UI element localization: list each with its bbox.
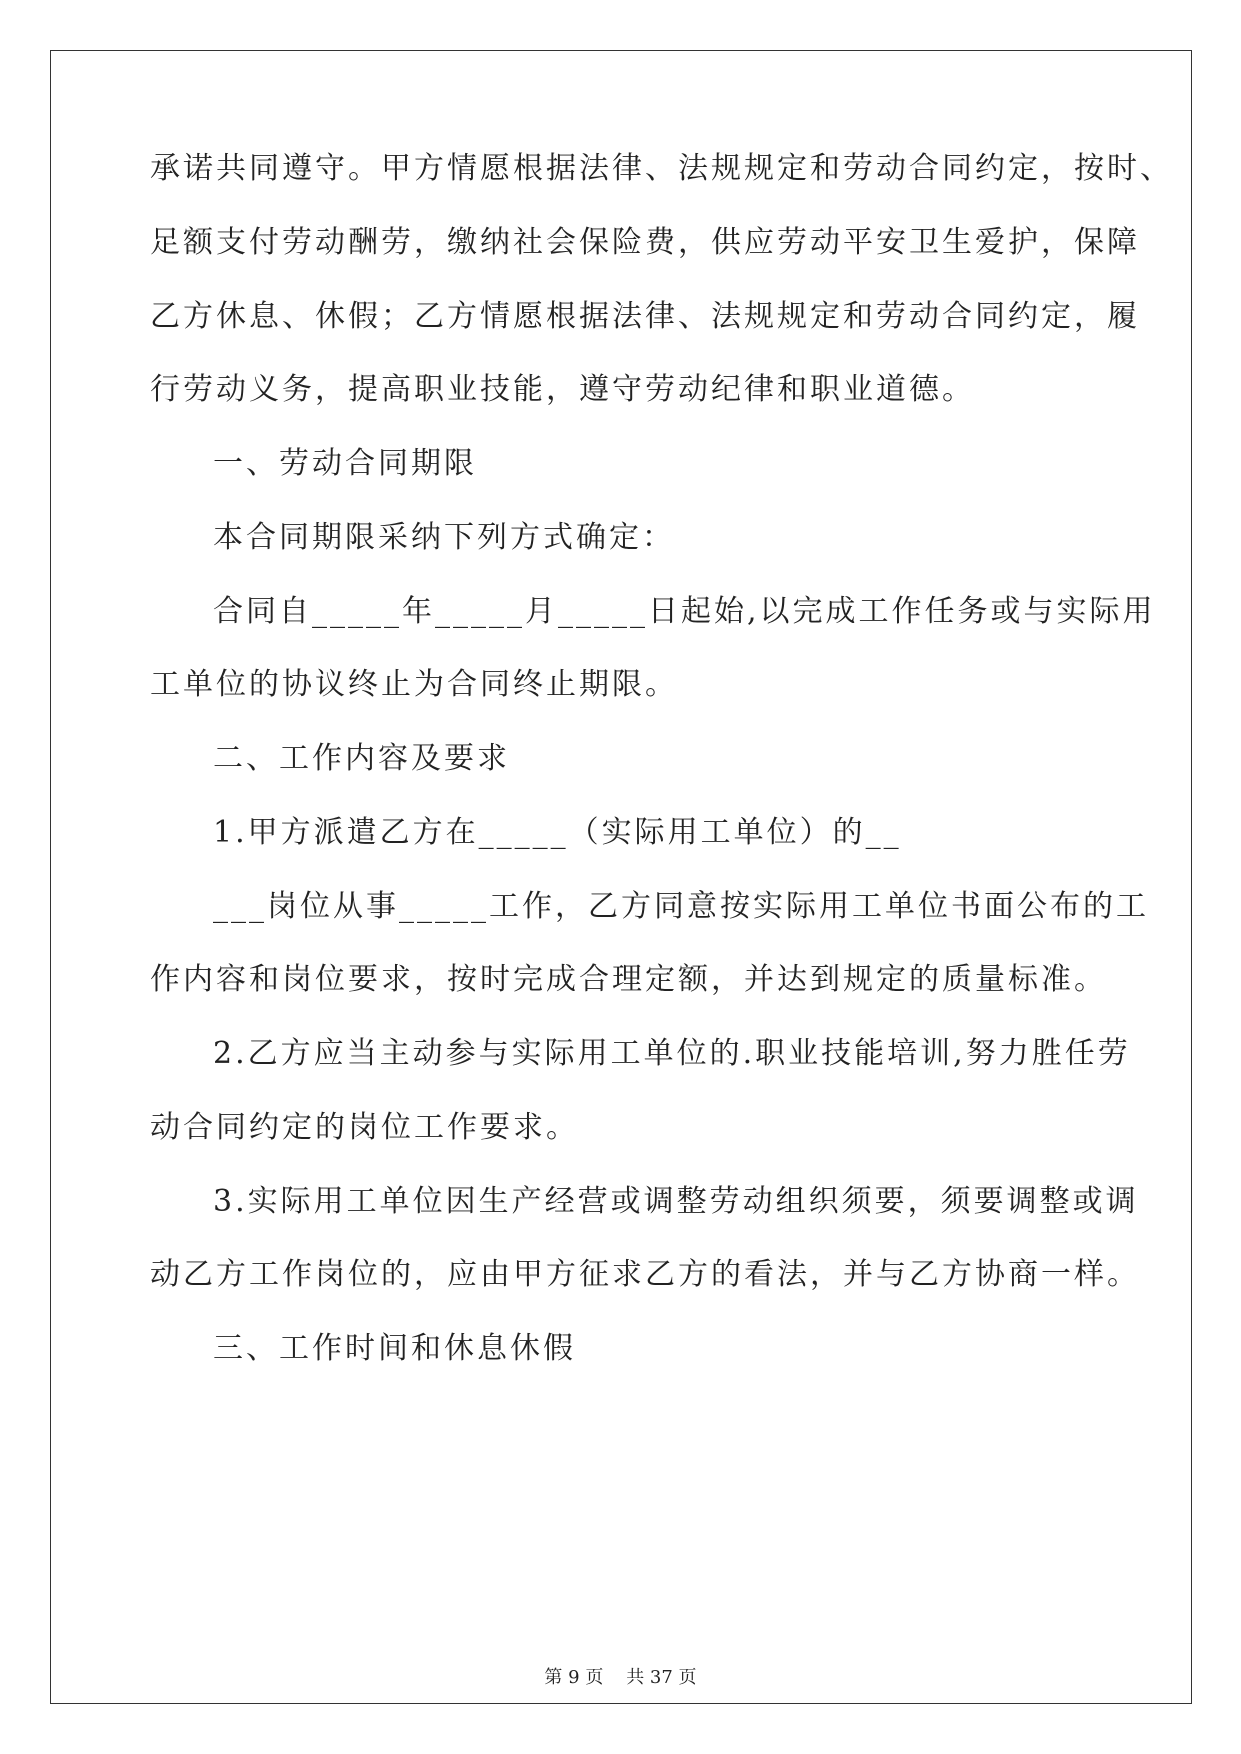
text-line: 2.乙方应当主动参与实际用工单位的.职业技能培训,努力胜任劳 — [213, 1036, 1131, 1071]
section-heading: 二、工作内容及要求 — [213, 741, 510, 776]
text-line: 1.甲方派遣乙方在_____（实际用工单位）的__ — [213, 815, 902, 850]
text-line: 合同自_____年_____月_____日起始,以完成工作任务或与实际用 — [213, 594, 1156, 629]
page-number-footer: 第 9 页 共 37 页 — [544, 1667, 697, 1688]
text-line: 乙方休息、休假；乙方情愿根据法律、法规规定和劳动合同约定，履 — [150, 299, 1140, 334]
text-line: 作内容和岗位要求，按时完成合理定额，并达到规定的质量标准。 — [150, 962, 1107, 997]
text-line: 动乙方工作岗位的，应由甲方征求乙方的看法，并与乙方协商一样。 — [150, 1257, 1140, 1292]
text-line: 本合同期限采纳下列方式确定： — [213, 520, 675, 555]
section-heading: 三、工作时间和休息休假 — [213, 1331, 576, 1366]
text-line: 动合同约定的岗位工作要求。 — [150, 1110, 579, 1145]
text-line: 工单位的协议终止为合同终止期限。 — [150, 667, 678, 702]
text-line: ___岗位从事_____工作，乙方同意按实际用工单位书面公布的工 — [213, 889, 1149, 924]
text-line: 行劳动义务，提高职业技能，遵守劳动纪律和职业道德。 — [150, 372, 975, 407]
text-line: 3.实际用工单位因生产经营或调整劳动组织须要，须要调整或调 — [213, 1184, 1139, 1219]
text-line: 承诺共同遵守。甲方情愿根据法律、法规规定和劳动合同约定，按时、 — [150, 151, 1173, 186]
text-line: 足额支付劳动酬劳，缴纳社会保险费，供应劳动平安卫生爱护，保障 — [150, 225, 1140, 260]
section-heading: 一、劳动合同期限 — [213, 446, 477, 481]
